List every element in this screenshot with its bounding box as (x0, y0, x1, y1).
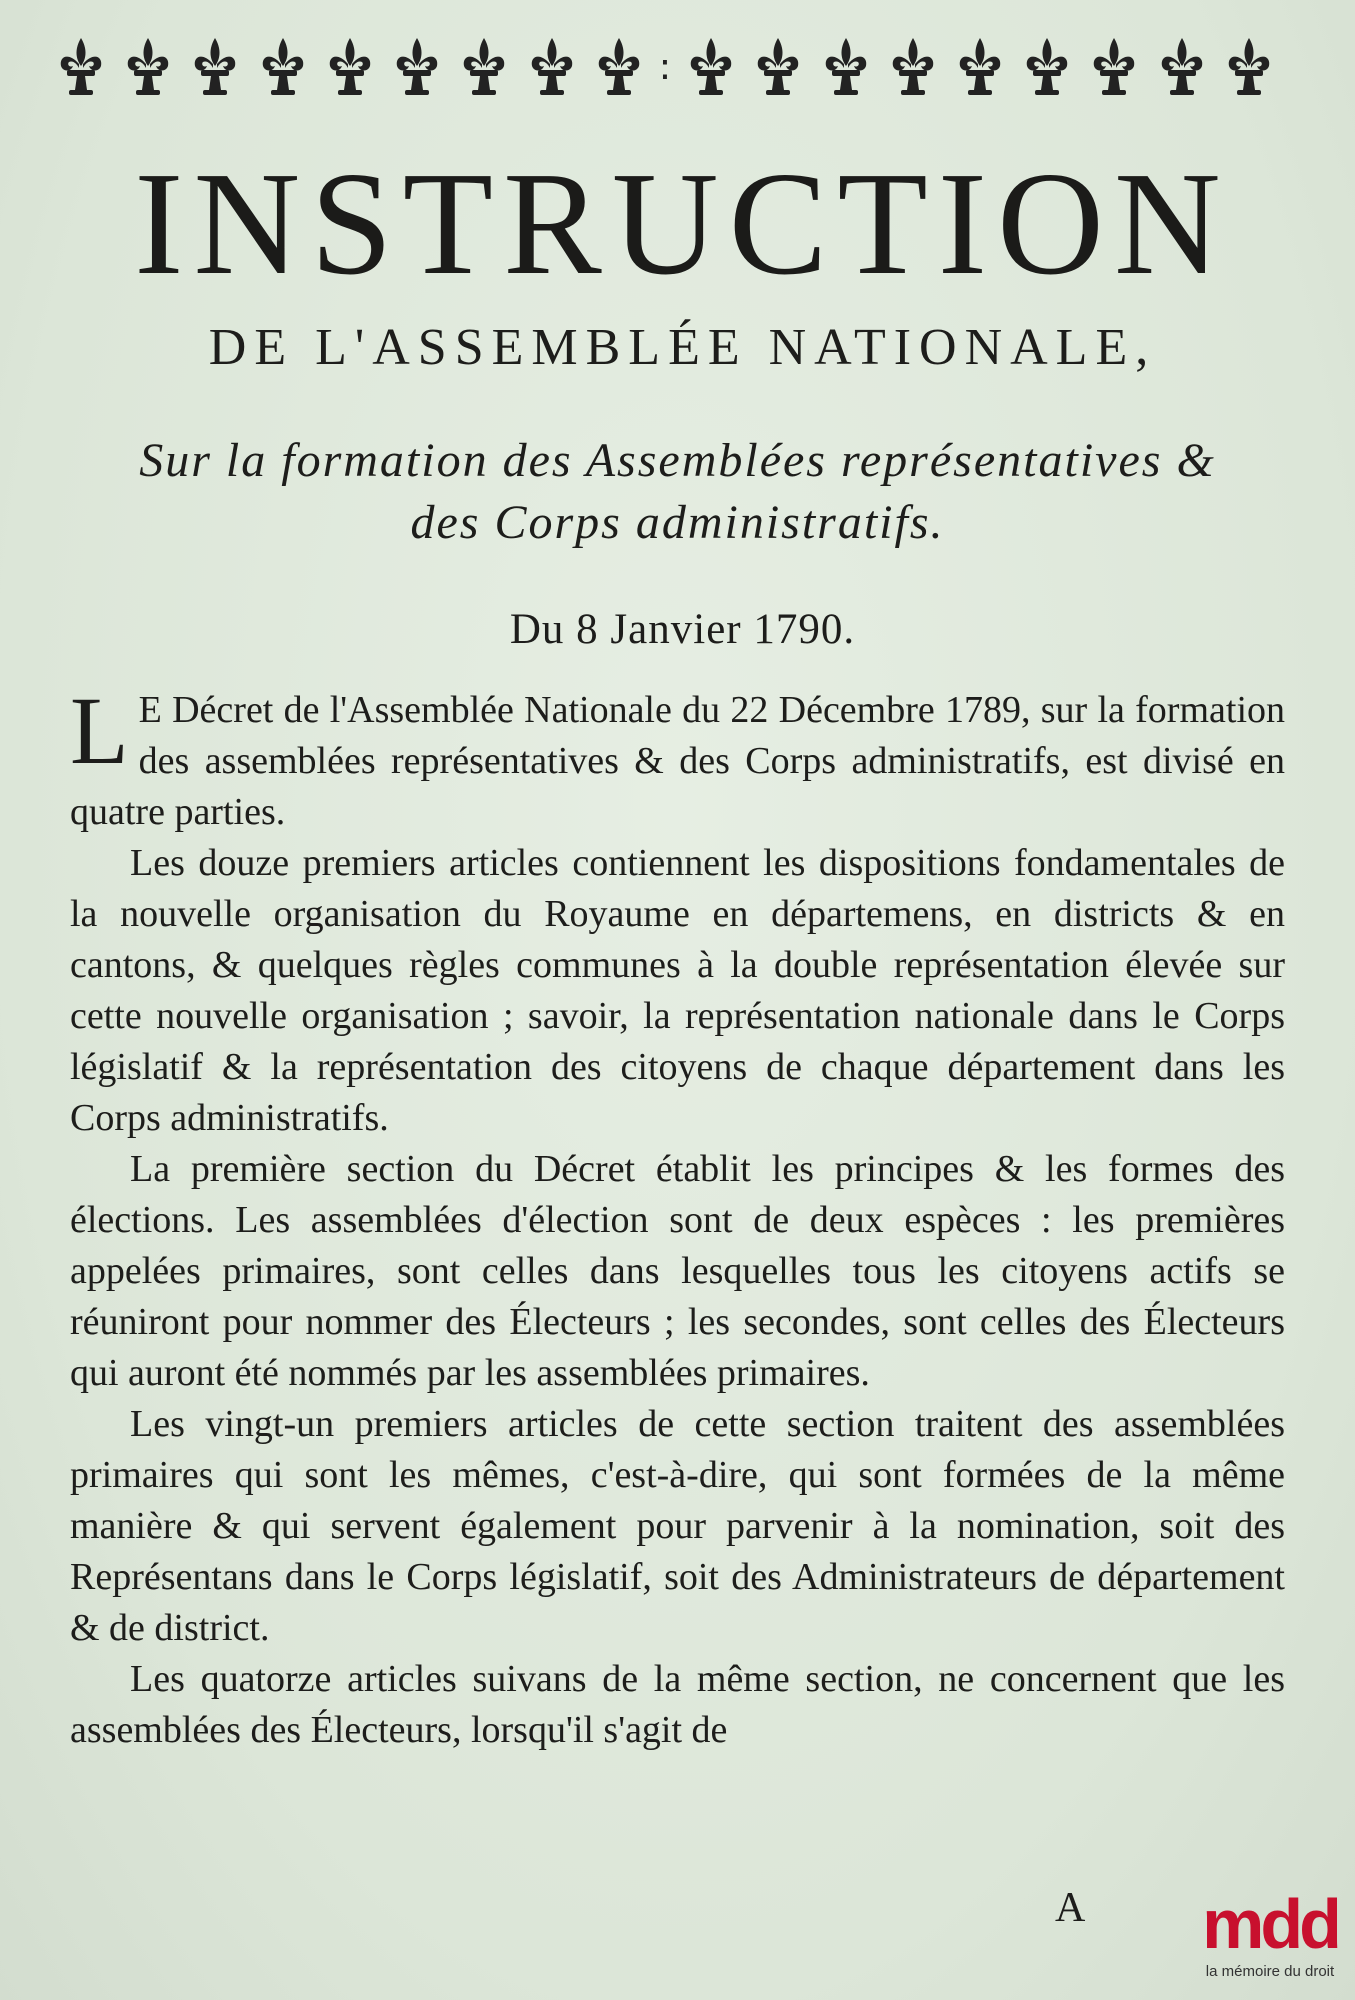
ornament-separator-icon: ∶ (659, 48, 670, 92)
fleur-de-lis-icon (593, 34, 645, 106)
logo-tagline: la mémoire du droit (1205, 1963, 1335, 1980)
fleur-de-lis-icon (954, 34, 1006, 106)
fleur-de-lis-icon (1223, 34, 1275, 106)
fleur-de-lis-icon (257, 34, 309, 106)
drop-cap: L (70, 677, 129, 784)
document-date: Du 8 Janvier 1790. (509, 606, 856, 653)
signature-mark: A (1055, 1885, 1086, 1931)
italic-subtitle-line-1: Sur la formation des Assemblées représentatives & (139, 434, 1216, 487)
document-subtitle: DE L'ASSEMBLÉE NATIONALE, (208, 319, 1157, 376)
fleur-de-lis-icon (1088, 34, 1140, 106)
fleur-de-lis-icon (526, 34, 578, 106)
fleur-de-lis-icon (122, 34, 174, 106)
document-italic-subtitle (40, 430, 1315, 554)
fleur-de-lis-icon (55, 34, 107, 106)
document-title: INSTRUCTION (134, 142, 1231, 306)
fleur-de-lis-icon (324, 34, 376, 106)
document-body (70, 677, 1285, 1756)
fleur-de-lis-icon (685, 34, 737, 106)
fleur-de-lis-icon (391, 34, 443, 106)
logo-mark: mdd (1202, 1885, 1338, 1963)
mdd-logo[interactable] (1190, 1885, 1350, 1995)
fleur-de-lis-icon (820, 34, 872, 106)
ornament-band (55, 30, 1275, 110)
paragraph-4: Les vingt-un premiers articles de cette section traitent des assemblées primaires qui sont les mêmes, c'est-à-dire, qui sont formées de la même manière & qui servent également pour parvenir à la nomination, soit des Représentans dans le Corps législatif, soit des Administrateurs de département & de district. (70, 1403, 1285, 1649)
paragraph-5: Les quatorze articles suivans de la même section, ne concernent que les assemblées des Électeurs, lorsqu'il s'agit de (70, 1658, 1285, 1751)
fleur-de-lis-icon (1021, 34, 1073, 106)
paragraph-3: La première section du Décret établit les principes & les formes des élections. Les assemblées d'élection sont de deux espèces : les premières appelées primaires, sont celles dans lesquelles tous les citoyens actifs se réuniront pour nommer des Électeurs ; les secondes, sont celles des Électeurs qui auront été nommés par les assemblées primaires. (70, 1148, 1285, 1394)
italic-subtitle-line-2: des Corps administratifs. (410, 496, 945, 549)
fleur-de-lis-icon (189, 34, 241, 106)
fleur-de-lis-icon (458, 34, 510, 106)
fleur-de-lis-icon (887, 34, 939, 106)
paragraph-1-text: E Décret de l'Assemblée Nationale du 22 Décembre 1789, sur la formation des assemblées représentatives & des Corps administratifs, est divisé en quatre parties. (70, 689, 1285, 833)
paragraph-2: Les douze premiers articles contiennent les dispositions fondamentales de la nouvelle organisation du Royaume en départemens, en districts & en cantons, & quelques règles communes à la double représentation élevée sur cette nouvelle organisation ; savoir, la représentation nationale dans le Corps législatif & la représentation des citoyens de chaque département dans les Corps administratifs. (70, 842, 1285, 1139)
fleur-de-lis-icon (752, 34, 804, 106)
fleur-de-lis-icon (1156, 34, 1208, 106)
paragraph-1 (70, 677, 1285, 838)
